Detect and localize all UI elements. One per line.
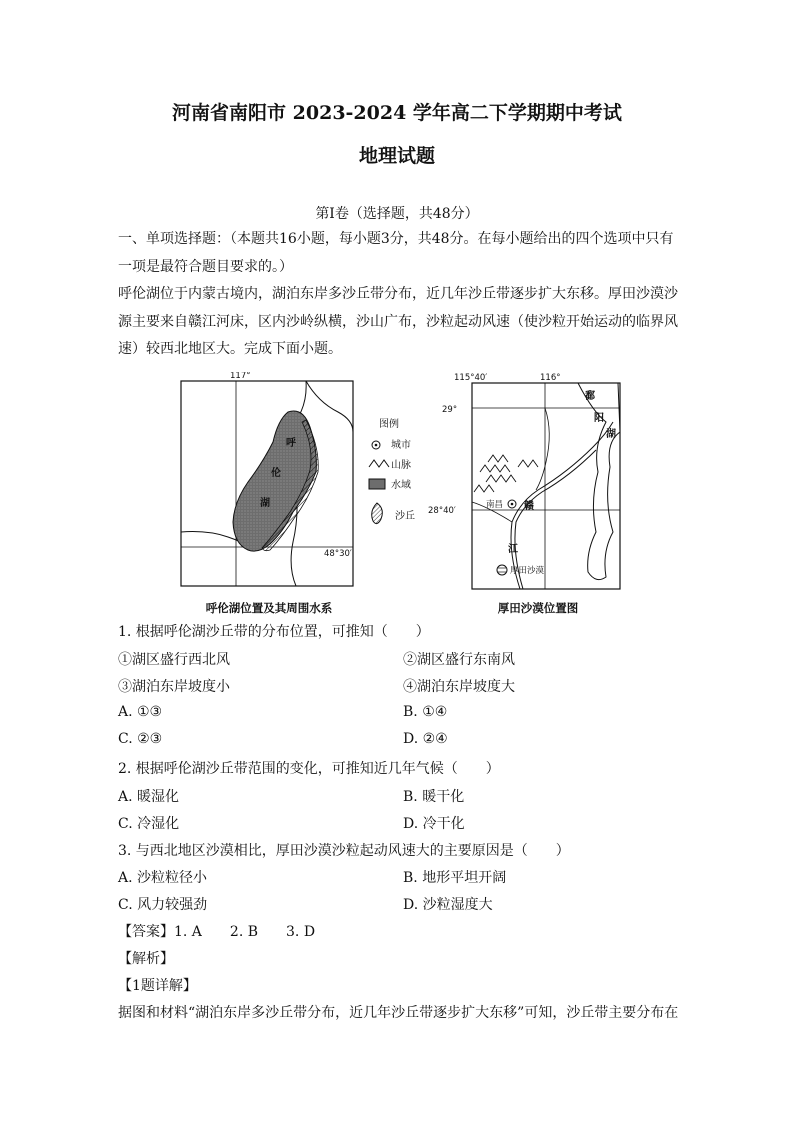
q2-option-c: C. 冷湿化 — [118, 816, 180, 832]
exam-title: 河南省南阳市 2023-2024 学年高二下学期期中考试 — [172, 102, 622, 124]
city-label: 南昌 — [486, 500, 504, 510]
map2-lat1: 29° — [442, 405, 458, 415]
q1-stem: 1. 根据呼伦湖沙丘带的分布位置，可推知（ ） — [118, 624, 430, 640]
detail-label: 【1题详解】 — [118, 978, 197, 994]
q3-option-c: C. 风力较强劲 — [118, 897, 208, 913]
desert-icon — [497, 565, 507, 575]
houtian-desert-map — [428, 372, 628, 597]
q1-statement-1: ①湖区盛行西北风 — [118, 652, 230, 668]
q1-option-d: D. ②④ — [403, 731, 448, 747]
exam-subject: 地理试题 — [358, 145, 435, 167]
lake-char-1: 呼 — [286, 438, 296, 449]
map1-longitude: 117° — [230, 372, 251, 381]
legend-dune: 沙丘 — [395, 511, 415, 522]
lake2-char-1: 鄱 — [585, 391, 595, 402]
map2-caption: 厚田沙漠位置图 — [497, 601, 579, 615]
map2-lon1: 115°40′ — [454, 373, 488, 383]
section-header: 第I卷（选择题，共48分） — [315, 206, 479, 222]
mountain-icon — [369, 460, 389, 467]
hulun-lake-map — [178, 372, 360, 597]
q1-statement-2: ②湖区盛行东南风 — [403, 652, 515, 668]
lake-char-3: 湖 — [260, 498, 270, 509]
lake2-char-3: 湖 — [606, 429, 616, 440]
q2-option-d: D. 冷干化 — [403, 816, 465, 832]
q1-option-a: A. ①③ — [118, 704, 163, 720]
map-legend — [365, 415, 430, 530]
q1-statement-3: ③湖泊东岸坡度小 — [118, 679, 230, 695]
q1-option-c: C. ②③ — [118, 731, 163, 747]
q2-stem: 2. 根据呼伦湖沙丘带范围的变化，可推知近几年气候（ ） — [118, 761, 500, 777]
q1-option-b: B. ①④ — [403, 704, 448, 720]
dune-icon — [372, 503, 383, 524]
map1-caption: 呼伦湖位置及其周围水系 — [205, 601, 333, 615]
map2-lon2: 116° — [540, 373, 561, 383]
analysis-label: 【解析】 — [118, 951, 174, 967]
mountain-range — [474, 455, 538, 492]
q3-stem: 3. 与西北地区沙漠相比，厚田沙漠沙粒起动风速大的主要原因是（ ） — [118, 843, 570, 859]
lake2-char-2: 阳 — [594, 413, 604, 424]
q2-option-a: A. 暖湿化 — [118, 789, 180, 805]
q1-statement-4: ④湖泊东岸坡度大 — [403, 679, 515, 695]
legend-mountain: 山脉 — [391, 460, 411, 471]
water-icon — [369, 479, 385, 489]
legend-city: 城市 — [391, 440, 411, 451]
detail-text: 据图和材料“湖泊东岸多沙丘带分布，近几年沙丘带逐步扩大东移”可知，沙丘带主要分布在 — [118, 1005, 679, 1021]
map1-latitude: 48°30′ — [324, 549, 352, 559]
legend-title: 图例 — [379, 419, 399, 430]
material-text: 呼伦湖位于内蒙古境内，湖泊东岸多沙丘带分布，近几年沙丘带逐步扩大东移。厚田沙漠沙源主要来自赣江河床，区内沙岭纵横，沙山广布，沙粒起动风速（使沙粒开始运动的临界风速）较西北地区大。完成下面小题。 — [118, 286, 678, 357]
river-char-1: 赣 — [524, 501, 534, 512]
answer-line: 【答案】1. A 2. B 3. D — [118, 924, 316, 940]
legend-water: 水域 — [391, 480, 411, 491]
desert-label: 厚田沙漠 — [510, 566, 545, 576]
lake-char-2: 伦 — [271, 468, 281, 479]
q3-option-b: B. 地形平坦开阔 — [403, 870, 507, 886]
q2-option-b: B. 暖干化 — [403, 789, 465, 805]
river-char-2: 江 — [508, 544, 518, 555]
q3-option-a: A. 沙粒粒径小 — [118, 870, 208, 886]
q3-option-d: D. 沙粒湿度大 — [403, 897, 493, 913]
map2-lat2: 28°40′ — [428, 506, 456, 516]
instructions: 一、单项选择题：（本题共16小题，每小题3分，共48分。在每小题给出的四个选项中只有一项是最符合题目要求的。） — [118, 231, 674, 275]
